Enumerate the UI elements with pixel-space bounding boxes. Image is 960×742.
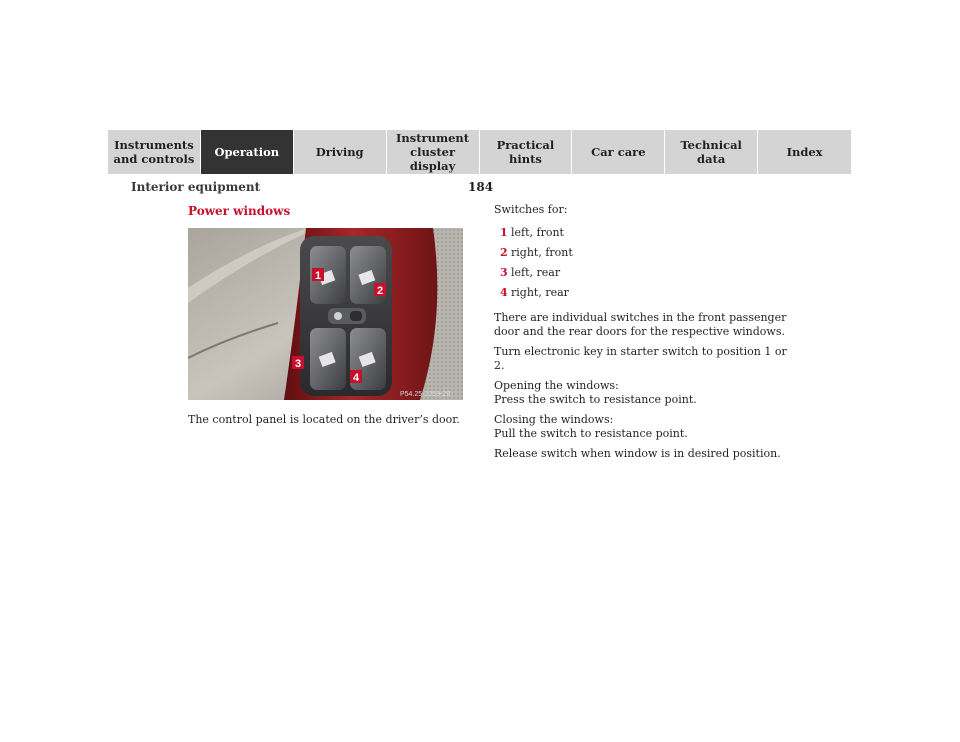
right-column xyxy=(494,203,794,467)
page-number: 184 xyxy=(468,180,494,194)
switch-number: 3 xyxy=(500,266,508,279)
switch-number: 1 xyxy=(500,226,508,239)
power-windows-heading: Power windows xyxy=(188,204,291,218)
window-switch-panel-photo xyxy=(188,228,463,400)
individual-switches-paragraph: There are individual switches in the front passenger door and the rear doors for the respective windows. xyxy=(494,311,787,338)
callout-4 xyxy=(350,370,362,384)
svg-text:2: 2 xyxy=(376,285,384,297)
window-switch-panel-illustration xyxy=(188,228,463,400)
tab-technical-data[interactable]: Technical data xyxy=(665,130,758,174)
tab-index[interactable]: Index xyxy=(758,130,851,174)
tab-instruments-and-controls[interactable]: Instruments and controls xyxy=(108,130,201,174)
switch-label: left, rear xyxy=(511,266,561,279)
list-item xyxy=(494,263,794,283)
tab-practical-hints[interactable]: Practical hints xyxy=(480,130,573,174)
svg-text:3: 3 xyxy=(294,358,302,370)
chapter-tab-bar xyxy=(108,130,851,174)
closing-windows-paragraph: Closing the windows: Pull the switch to resistance point. xyxy=(494,413,688,440)
tab-driving[interactable]: Driving xyxy=(294,130,387,174)
switch-number: 4 xyxy=(500,286,508,299)
opening-windows-paragraph: Opening the windows: Press the switch to resistance point. xyxy=(494,379,697,406)
release-switch-paragraph: Release switch when window is in desired position. xyxy=(494,447,781,460)
switch-list xyxy=(494,223,794,303)
callout-3 xyxy=(292,356,304,370)
svg-text:1: 1 xyxy=(314,270,322,282)
switch-label: right, front xyxy=(511,246,573,259)
switch-label: left, front xyxy=(511,226,564,239)
tab-instrument-cluster-display[interactable]: Instrument cluster display xyxy=(387,130,480,174)
switch-number: 2 xyxy=(500,246,508,259)
list-item xyxy=(494,283,794,303)
figure-caption: The control panel is located on the driver’s door. xyxy=(188,413,460,426)
callout-2 xyxy=(374,283,386,297)
tab-operation[interactable]: Operation xyxy=(201,130,294,174)
switch-label: right, rear xyxy=(511,286,569,299)
list-item xyxy=(494,243,794,263)
callout-1 xyxy=(312,268,324,282)
tab-car-care[interactable]: Car care xyxy=(572,130,665,174)
section-title: Interior equipment xyxy=(131,180,261,194)
switches-intro: Switches for: xyxy=(494,203,568,216)
figure-code: P54.25-2259-26 xyxy=(400,391,451,398)
list-item xyxy=(494,223,794,243)
svg-text:4: 4 xyxy=(352,372,360,384)
key-position-paragraph: Turn electronic key in starter switch to position 1 or 2. xyxy=(494,345,787,372)
